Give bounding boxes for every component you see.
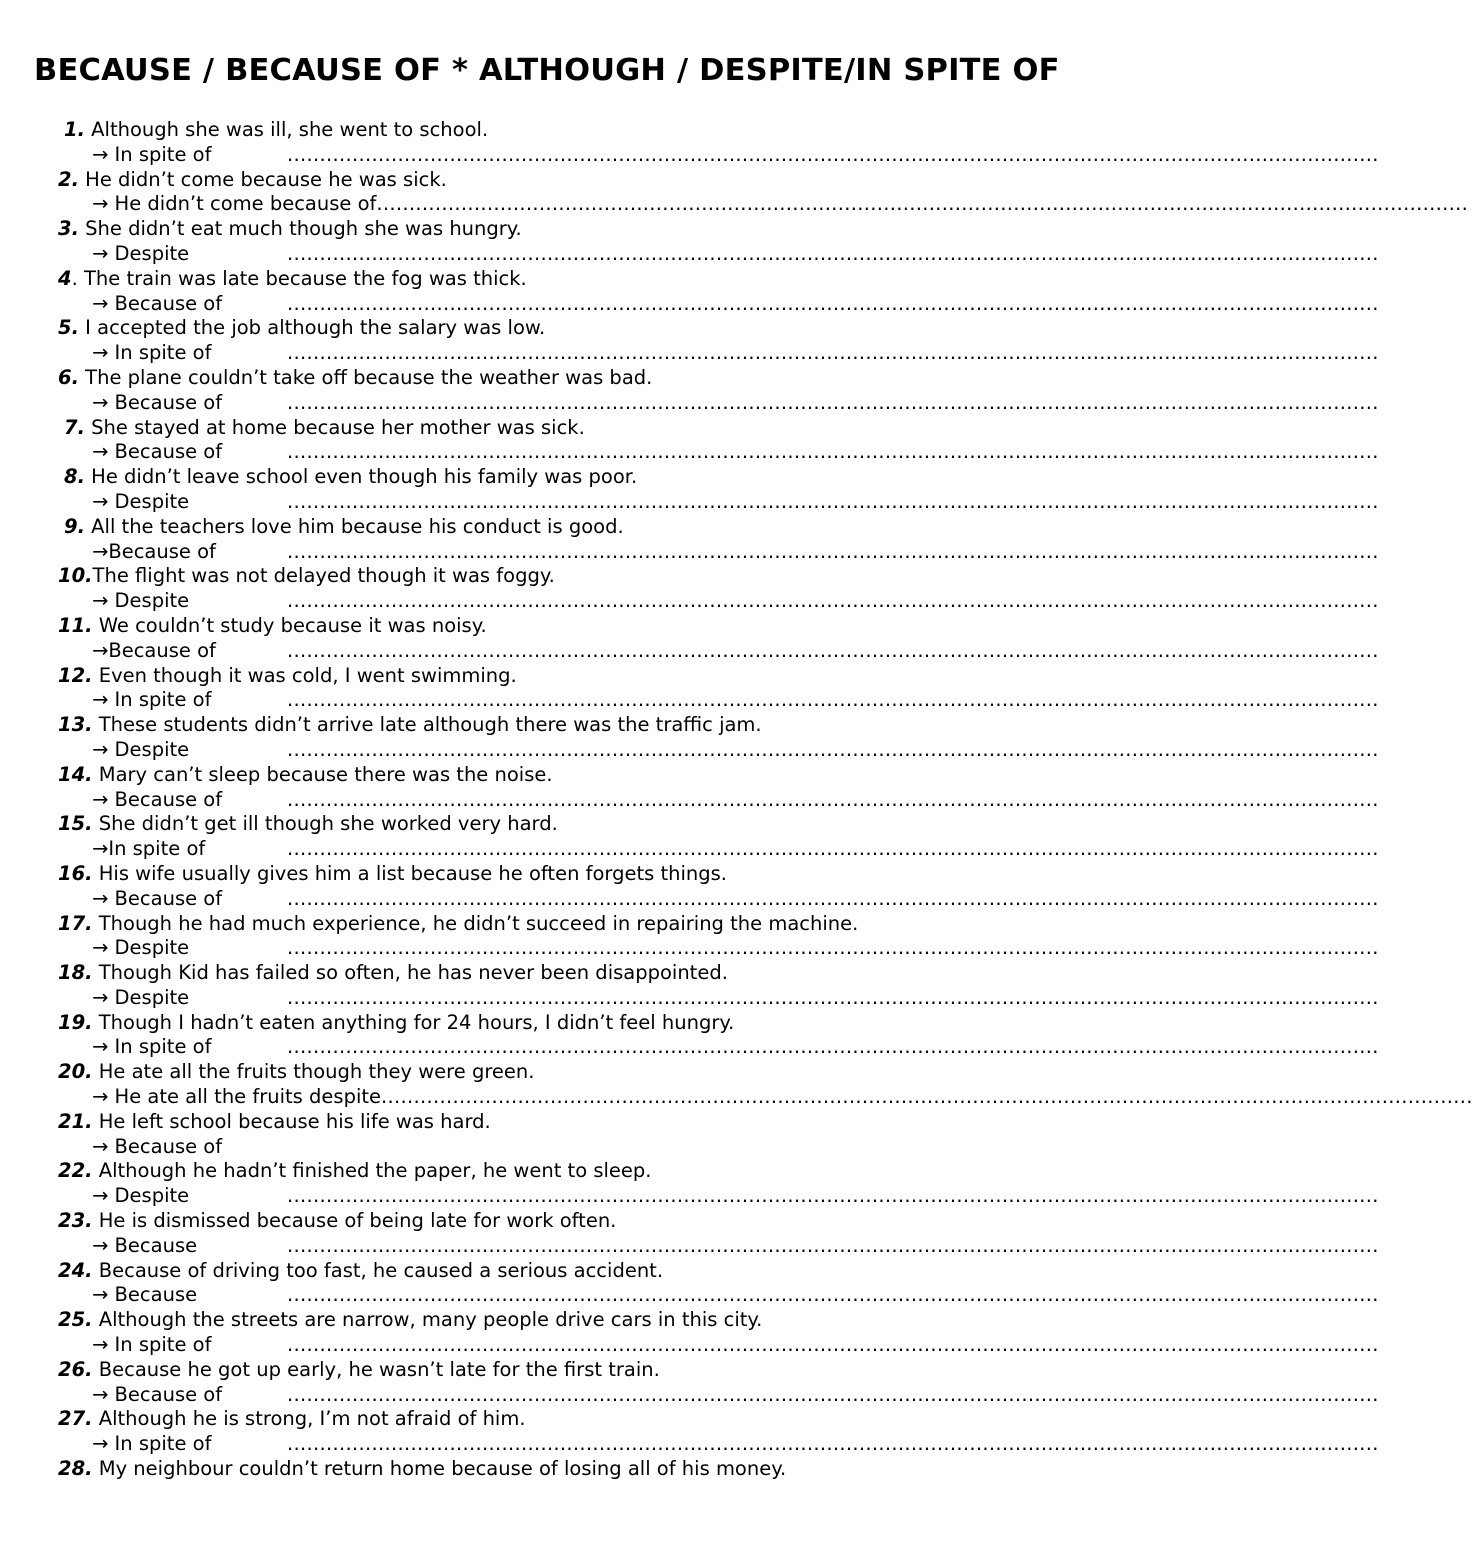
exercise-question [0,1209,1200,1234]
exercise-number: 3. [58,217,79,241]
exercise-sentence: Because of driving too fast, he caused a serious accident. [92,1258,664,1282]
exercise-question [0,614,1200,639]
exercise-number: 4 [58,266,72,290]
exercise-sentence: Although he is strong, I’m not afraid of him. [92,1407,526,1431]
exercise-question [0,366,1200,391]
exercise-question [0,1358,1200,1383]
exercise-sentence: Though I hadn’t eaten anything for 24 hours, I didn’t feel hungry. [92,1010,735,1034]
answer-blank[interactable]: ........................................................................................................................................................................ [287,589,1379,613]
answer-prompt: → Because of [92,1134,223,1158]
exercise-sentence: We couldn’t study because it was noisy. [92,613,487,637]
answer-line[interactable] [0,1233,1379,1259]
exercise-question [0,564,1200,589]
answer-line[interactable] [0,688,1379,713]
exercise-question [0,1011,1200,1036]
exercise-sentence: My neighbour couldn’t return home because of losing all of his money. [92,1457,787,1481]
answer-prompt: → Because of [92,390,223,414]
exercise-number: 10. [58,564,93,588]
exercise-sentence: The plane couldn’t take off because the weather was bad. [78,365,653,389]
exercise-number: 16. [58,861,93,885]
answer-line[interactable] [0,1333,1379,1358]
answer-prompt: → In spite of [92,1035,212,1059]
answer-prompt: →Because of [92,638,216,662]
exercise-number: 26. [58,1357,93,1381]
exercise-number: 24. [58,1258,93,1282]
answer-line[interactable] [0,936,1379,961]
answer-prompt: → Despite [92,489,190,513]
exercise-number: 12. [58,663,93,687]
answer-blank[interactable]: ........................................................................................................................................................................ [287,1432,1379,1456]
exercise-number: 27. [58,1407,93,1431]
exercise-question [0,316,1200,341]
answer-prompt: → Despite [92,936,190,960]
answer-blank[interactable]: ........................................................................................................................................................................ [287,241,1379,265]
answer-prompt: → In spite of [92,142,212,166]
answer-blank[interactable]: ........................................................................................................................................................................ [287,1184,1379,1208]
answer-line[interactable] [0,1085,1473,1110]
answer-prompt: → Because of [92,886,223,910]
answer-prompt: → In spite of [92,1333,212,1357]
answer-line[interactable] [0,1184,1379,1209]
exercise-sentence: He didn’t leave school even though his family was poor. [84,465,638,489]
exercise-question [0,912,1200,937]
exercise-question [0,862,1200,887]
exercise-question [0,1308,1200,1333]
answer-line[interactable] [0,1135,1200,1160]
exercise-question [0,763,1200,788]
exercise-question [0,465,1200,490]
answer-prompt: → In spite of [92,1432,212,1456]
exercise-question [0,118,1200,143]
exercise-number: 15. [58,812,93,836]
exercise-question [0,515,1200,540]
answer-prompt: →In spite of [92,837,206,861]
answer-line[interactable] [0,291,1379,317]
answer-blank[interactable]: ........................................................................................................................................................................ [287,1035,1379,1059]
answer-prompt: →Because of [92,539,216,563]
answer-blank[interactable]: ........................................................................................................................................................................ [287,1233,1379,1257]
answer-prompt: → Because [92,1233,198,1257]
exercise-sentence: She stayed at home because her mother was sick. [84,415,585,439]
answer-blank[interactable]: ........................................................................................................................................................................ [287,936,1379,960]
answer-line[interactable] [0,985,1379,1011]
answer-line[interactable] [0,390,1379,416]
answer-line[interactable] [0,837,1379,862]
answer-prompt: → He didn’t come because of........................................................................................................................................................................ [92,192,1469,216]
exercise-question [0,961,1200,986]
answer-line[interactable] [0,440,1379,465]
exercise-sentence: I accepted the job although the salary was low. [78,316,546,340]
exercise-sentence: . The train was late because the fog was thick. [71,266,527,290]
exercise-number: 9. [64,514,85,538]
exercise-question [0,1407,1200,1432]
answer-blank[interactable]: ........................................................................................................................................................................ [287,440,1379,464]
exercise-question [0,1457,1200,1482]
answer-blank[interactable]: ........................................................................................................................................................................ [287,638,1379,662]
exercise-sentence: Although she was ill, she went to school. [84,118,489,141]
answer-line[interactable] [0,241,1379,267]
exercise-list [0,118,1473,1482]
exercise-sentence: All the teachers love him because his conduct is good. [84,514,624,538]
answer-prompt: → In spite of [92,688,212,712]
exercise-number: 21. [58,1109,93,1133]
exercise-number: 23. [58,1209,93,1233]
answer-line[interactable] [0,787,1379,813]
exercise-sentence: His wife usually gives him a list because he often forgets things. [92,861,727,885]
exercise-number: 6. [58,365,79,389]
exercise-number: 7. [64,415,85,439]
exercise-question [0,416,1200,441]
exercise-question [0,217,1200,242]
answer-line[interactable] [0,589,1379,614]
answer-line[interactable] [0,1382,1379,1408]
exercise-sentence: Although he hadn’t finished the paper, he went to sleep. [92,1159,652,1183]
answer-prompt: → Despite [92,1184,190,1208]
exercise-sentence: Even though it was cold, I went swimming. [92,663,517,687]
exercise-question [0,713,1200,738]
answer-line[interactable] [0,192,1469,217]
answer-prompt: → Despite [92,241,190,265]
answer-prompt: → Despite [92,737,190,761]
exercise-number: 17. [58,911,93,935]
answer-blank[interactable]: ........................................................................................................................................................................ [287,341,1379,365]
answer-prompt: → Because of [92,1382,223,1406]
answer-blank[interactable]: ........................................................................................................................................................................ [287,737,1379,761]
exercise-number: 8. [64,465,85,489]
answer-prompt: → In spite of [92,341,212,365]
exercise-number: 20. [58,1060,93,1084]
exercise-number: 18. [58,961,93,985]
exercise-question [0,1110,1200,1135]
answer-blank[interactable]: ........................................................................................................................................................................ [381,1085,1473,1109]
answer-blank[interactable]: ........................................................................................................................................................................ [376,192,1469,216]
exercise-question [0,1259,1200,1284]
answer-line[interactable] [0,737,1379,763]
answer-blank[interactable]: ........................................................................................................................................................................ [287,985,1379,1009]
answer-blank[interactable]: ........................................................................................................................................................................ [287,787,1379,811]
answer-line[interactable] [0,1035,1379,1060]
answer-line[interactable] [0,638,1379,664]
answer-prompt: → Because of [92,787,223,811]
answer-prompt: → Because of [92,291,223,315]
answer-prompt: → Despite [92,985,190,1009]
exercise-sentence: She didn’t get ill though she worked very hard. [92,812,558,836]
exercise-sentence: Though Kid has failed so often, he has never been disappointed. [92,961,728,985]
exercise-question [0,1159,1200,1184]
exercise-sentence: He ate all the fruits though they were green. [92,1060,535,1084]
exercise-sentence: Although the streets are narrow, many people drive cars in this city. [92,1308,763,1332]
exercise-number: 14. [58,762,93,786]
exercise-number: 13. [58,713,93,737]
answer-line[interactable] [0,1283,1379,1308]
answer-line[interactable] [0,341,1379,366]
exercise-question [0,267,1200,292]
exercise-number: 19. [58,1010,93,1034]
answer-blank[interactable]: ........................................................................................................................................................................ [287,1382,1379,1406]
answer-line[interactable] [0,142,1379,168]
exercise-number: 22. [58,1159,93,1183]
exercise-number: 5. [58,316,79,340]
answer-blank[interactable]: ........................................................................................................................................................................ [287,142,1379,166]
exercise-question [0,664,1200,689]
exercise-sentence: These students didn’t arrive late although there was the traffic jam. [92,713,762,737]
answer-blank[interactable]: ........................................................................................................................................................................ [287,1333,1379,1357]
exercise-sentence: The flight was not delayed though it was foggy. [92,564,555,588]
answer-line[interactable] [0,1432,1379,1457]
answer-line[interactable] [0,539,1379,565]
exercise-number: 25. [58,1308,93,1332]
exercise-number: 28. [58,1457,93,1481]
answer-blank[interactable]: ........................................................................................................................................................................ [287,837,1379,861]
answer-prompt: → Because of [92,440,223,464]
exercise-sentence: Because he got up early, he wasn’t late for the first train. [92,1357,660,1381]
answer-line[interactable] [0,489,1379,515]
exercise-sentence: He left school because his life was hard. [92,1109,491,1133]
exercise-question [0,168,1200,193]
page-title: BECAUSE / BECAUSE OF * ALTHOUGH / DESPITE/IN SPITE OF [34,53,1060,88]
answer-prompt: → He ate all the fruits despite........................................................................................................................................................................ [92,1085,1473,1109]
exercise-sentence: Though he had much experience, he didn’t succeed in repairing the machine. [92,911,859,935]
answer-blank[interactable]: ........................................................................................................................................................................ [287,688,1379,712]
answer-blank[interactable]: ........................................................................................................................................................................ [287,489,1379,513]
answer-blank[interactable]: ........................................................................................................................................................................ [287,539,1379,563]
exercise-question [0,812,1200,837]
answer-prompt: → Despite [92,589,190,613]
answer-blank[interactable]: ........................................................................................................................................................................ [287,291,1379,315]
exercise-number: 1. [64,118,85,141]
answer-prompt: → Because [92,1283,198,1307]
exercise-sentence: He is dismissed because of being late for work often. [92,1209,617,1233]
answer-blank[interactable]: ........................................................................................................................................................................ [287,390,1379,414]
answer-blank[interactable]: ........................................................................................................................................................................ [287,1283,1379,1307]
exercise-question [0,1060,1200,1085]
exercise-sentence: He didn’t come because he was sick. [78,167,447,191]
exercise-number: 2. [58,167,79,191]
exercise-sentence: Mary can’t sleep because there was the noise. [92,762,553,786]
exercise-number: 11. [58,613,93,637]
exercise-sentence: She didn’t eat much though she was hungry. [78,217,522,241]
answer-line[interactable] [0,886,1379,912]
answer-blank[interactable]: ........................................................................................................................................................................ [287,886,1379,910]
